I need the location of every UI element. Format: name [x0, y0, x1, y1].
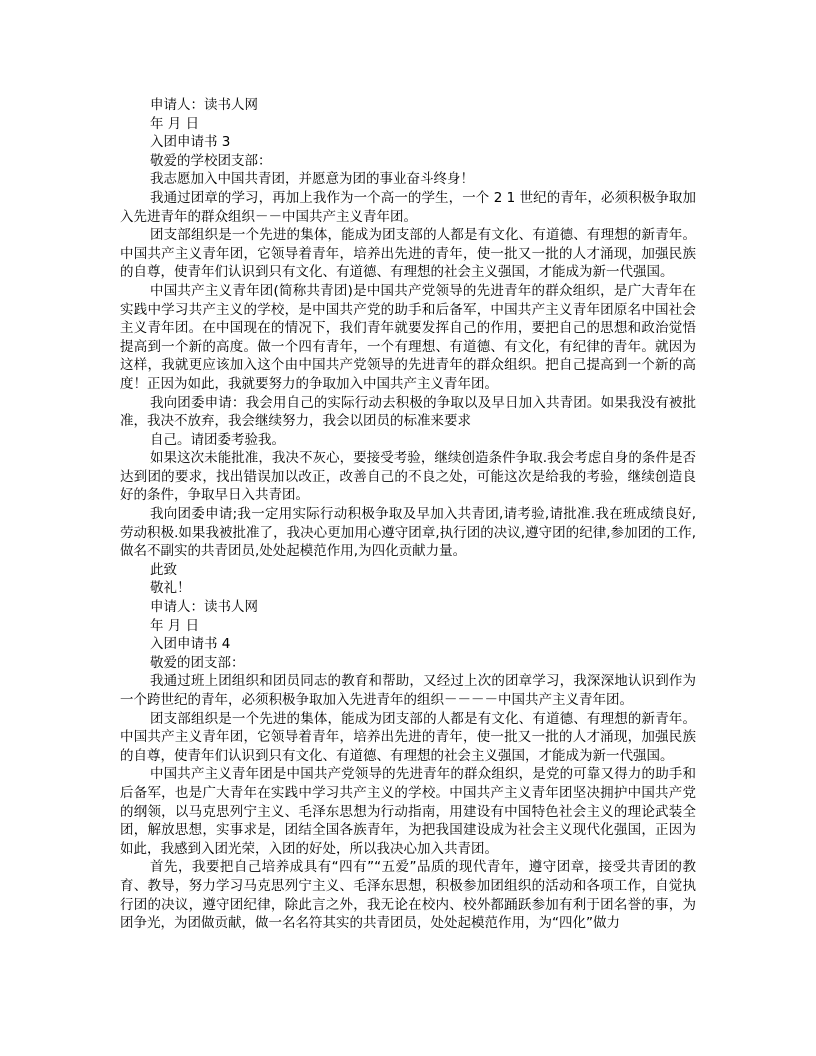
paragraph: 我向团委申请：我会用自己的实际行动去积极的争取以及早日加入共青团。如果我没有被批准，我决不放弃，我会继续努力，我会以团员的标准来要求 — [120, 394, 696, 430]
document-body — [120, 96, 696, 933]
closing-line: 此致 — [150, 561, 177, 578]
paragraph: 我通过班上团组织和团员同志的教育和帮助，又经过上次的团章学习，我深深地认识到作为一个跨世纪的青年，必须积极争取加入先进青年的组织－－－－中国共产主义青年团。 — [120, 673, 696, 708]
applicant-line: 申请人：读书人网 — [150, 599, 258, 616]
paragraph: 如果这次未能批准，我决不灰心，要接受考验，继续创造条件争取.我会考虑自身的条件是否达到团的要求，找出错误加以改正，改善自己的不良之处，可能这次是给我的考验，继续创造良好的条件，争取早日入共青团。 — [120, 450, 696, 504]
paragraph: 中国共产主义青年团(简称共青团)是中国共产党领导的先进青年的群众组织，是广大青年在实践中学习共产主义的学校，是中国共产党的助手和后备军，中国共产主义青年团原名中国社会主义青年团。在中国现在的情况下，我们青年就要发挥自己的作用，要把自己的思想和政治觉悟提高到一个新的高度。做一个四有青年，一个有理想、有道德、有文化，有纪律的青年。就因为这样，我就更应该加入这个由中国共产党领导的先进青年的群众组织。把自己提高到一个新的高度！正因为如此，我就要努力的争取加入中国共产主义青年团。 — [120, 282, 696, 392]
paragraph: 团支部组织是一个先进的集体，能成为团支部的人都是有文化、有道德、有理想的新青年。中国共产主义青年团，它领导着青年，培养出先进的青年，使一批又一批的人才涌现，加强民族的自尊，使青年们认识到只有文化、有道德、有理想的社会主义强国，才能成为新一代强国。 — [120, 227, 696, 281]
salutation: 敬爱的学校团支部： — [150, 152, 272, 169]
applicant-line: 申请人：读书人网 — [150, 97, 258, 113]
paragraph: 中国共产主义青年团是中国共产党领导的先进青年的群众组织，是党的可靠又得力的助手和后备军，也是广大青年在实践中学习共产主义的学校。中国共产主义青年团坚决拥护中国共产党的纲领，以马克思列宁主义、毛泽东思想为行动指南，用建设有中国特色社会主义的理论武装全团，解放思想，实事求是，团结全国各族青年，为把我国建设成为社会主义现代化强国，正因为如此，我感到入团光荣，入团的好处，所以我决心加入共青团。 — [120, 766, 696, 857]
paragraph: 我向团委申请;我一定用实际行动积极争取及早加入共青团,请考验,请批准.我在班成绩良好,劳动积极.如果我被批准了，我决心更加用心遵守团章,执行团的决议,遵守团的纪律,参加团的工作,做名不副实的共青团员,处处起模范作用,为四化贡献力量。 — [120, 506, 696, 560]
paragraph: 团支部组织是一个先进的集体，能成为团支部的人都是有文化、有道德、有理想的新青年。中国共产主义青年团，它领导着青年，培养出先进的青年，使一批又一批的人才涌现，加强民族的自尊，使青年们认识到只有文化、有道德、有理想的社会主义强国，才能成为新一代强国。 — [120, 710, 696, 764]
date-line: 年 月 日 — [150, 115, 200, 132]
section-title: 入团申请书 4 — [150, 636, 231, 653]
paragraph: 首先，我要把自己培养成具有“四有”“五爱”品质的现代青年，遵守团章，接受共青团的教育、教导，努力学习马克思列宁主义、毛泽东思想，积极参加团组织的活动和各项工作，自觉执行团的决议，遵守团纪律，除此言之外，我无论在校内、校外都踊跃参加有利于团名誉的事，为团争光，为团做贡献，做一名名符其实的共青团员，处处起模范作用，为“四化”做力 — [120, 859, 696, 932]
date-line: 年 月 日 — [150, 617, 200, 634]
paragraph: 我通过团章的学习，再加上我作为一个高一的学生，一个 2 1 世纪的青年，必须积极争取加入先进青年的群众组织－－中国共产主义青年团。 — [120, 189, 696, 225]
text-line: 我志愿加入中国共青团，并愿意为团的事业奋斗终身！ — [150, 171, 474, 188]
salutation: 敬爱的团支部： — [150, 654, 245, 671]
text-line: 自己。请团委考验我。 — [150, 431, 285, 448]
section-title: 入团申请书 3 — [150, 134, 231, 151]
closing-line: 敬礼！ — [150, 580, 191, 597]
